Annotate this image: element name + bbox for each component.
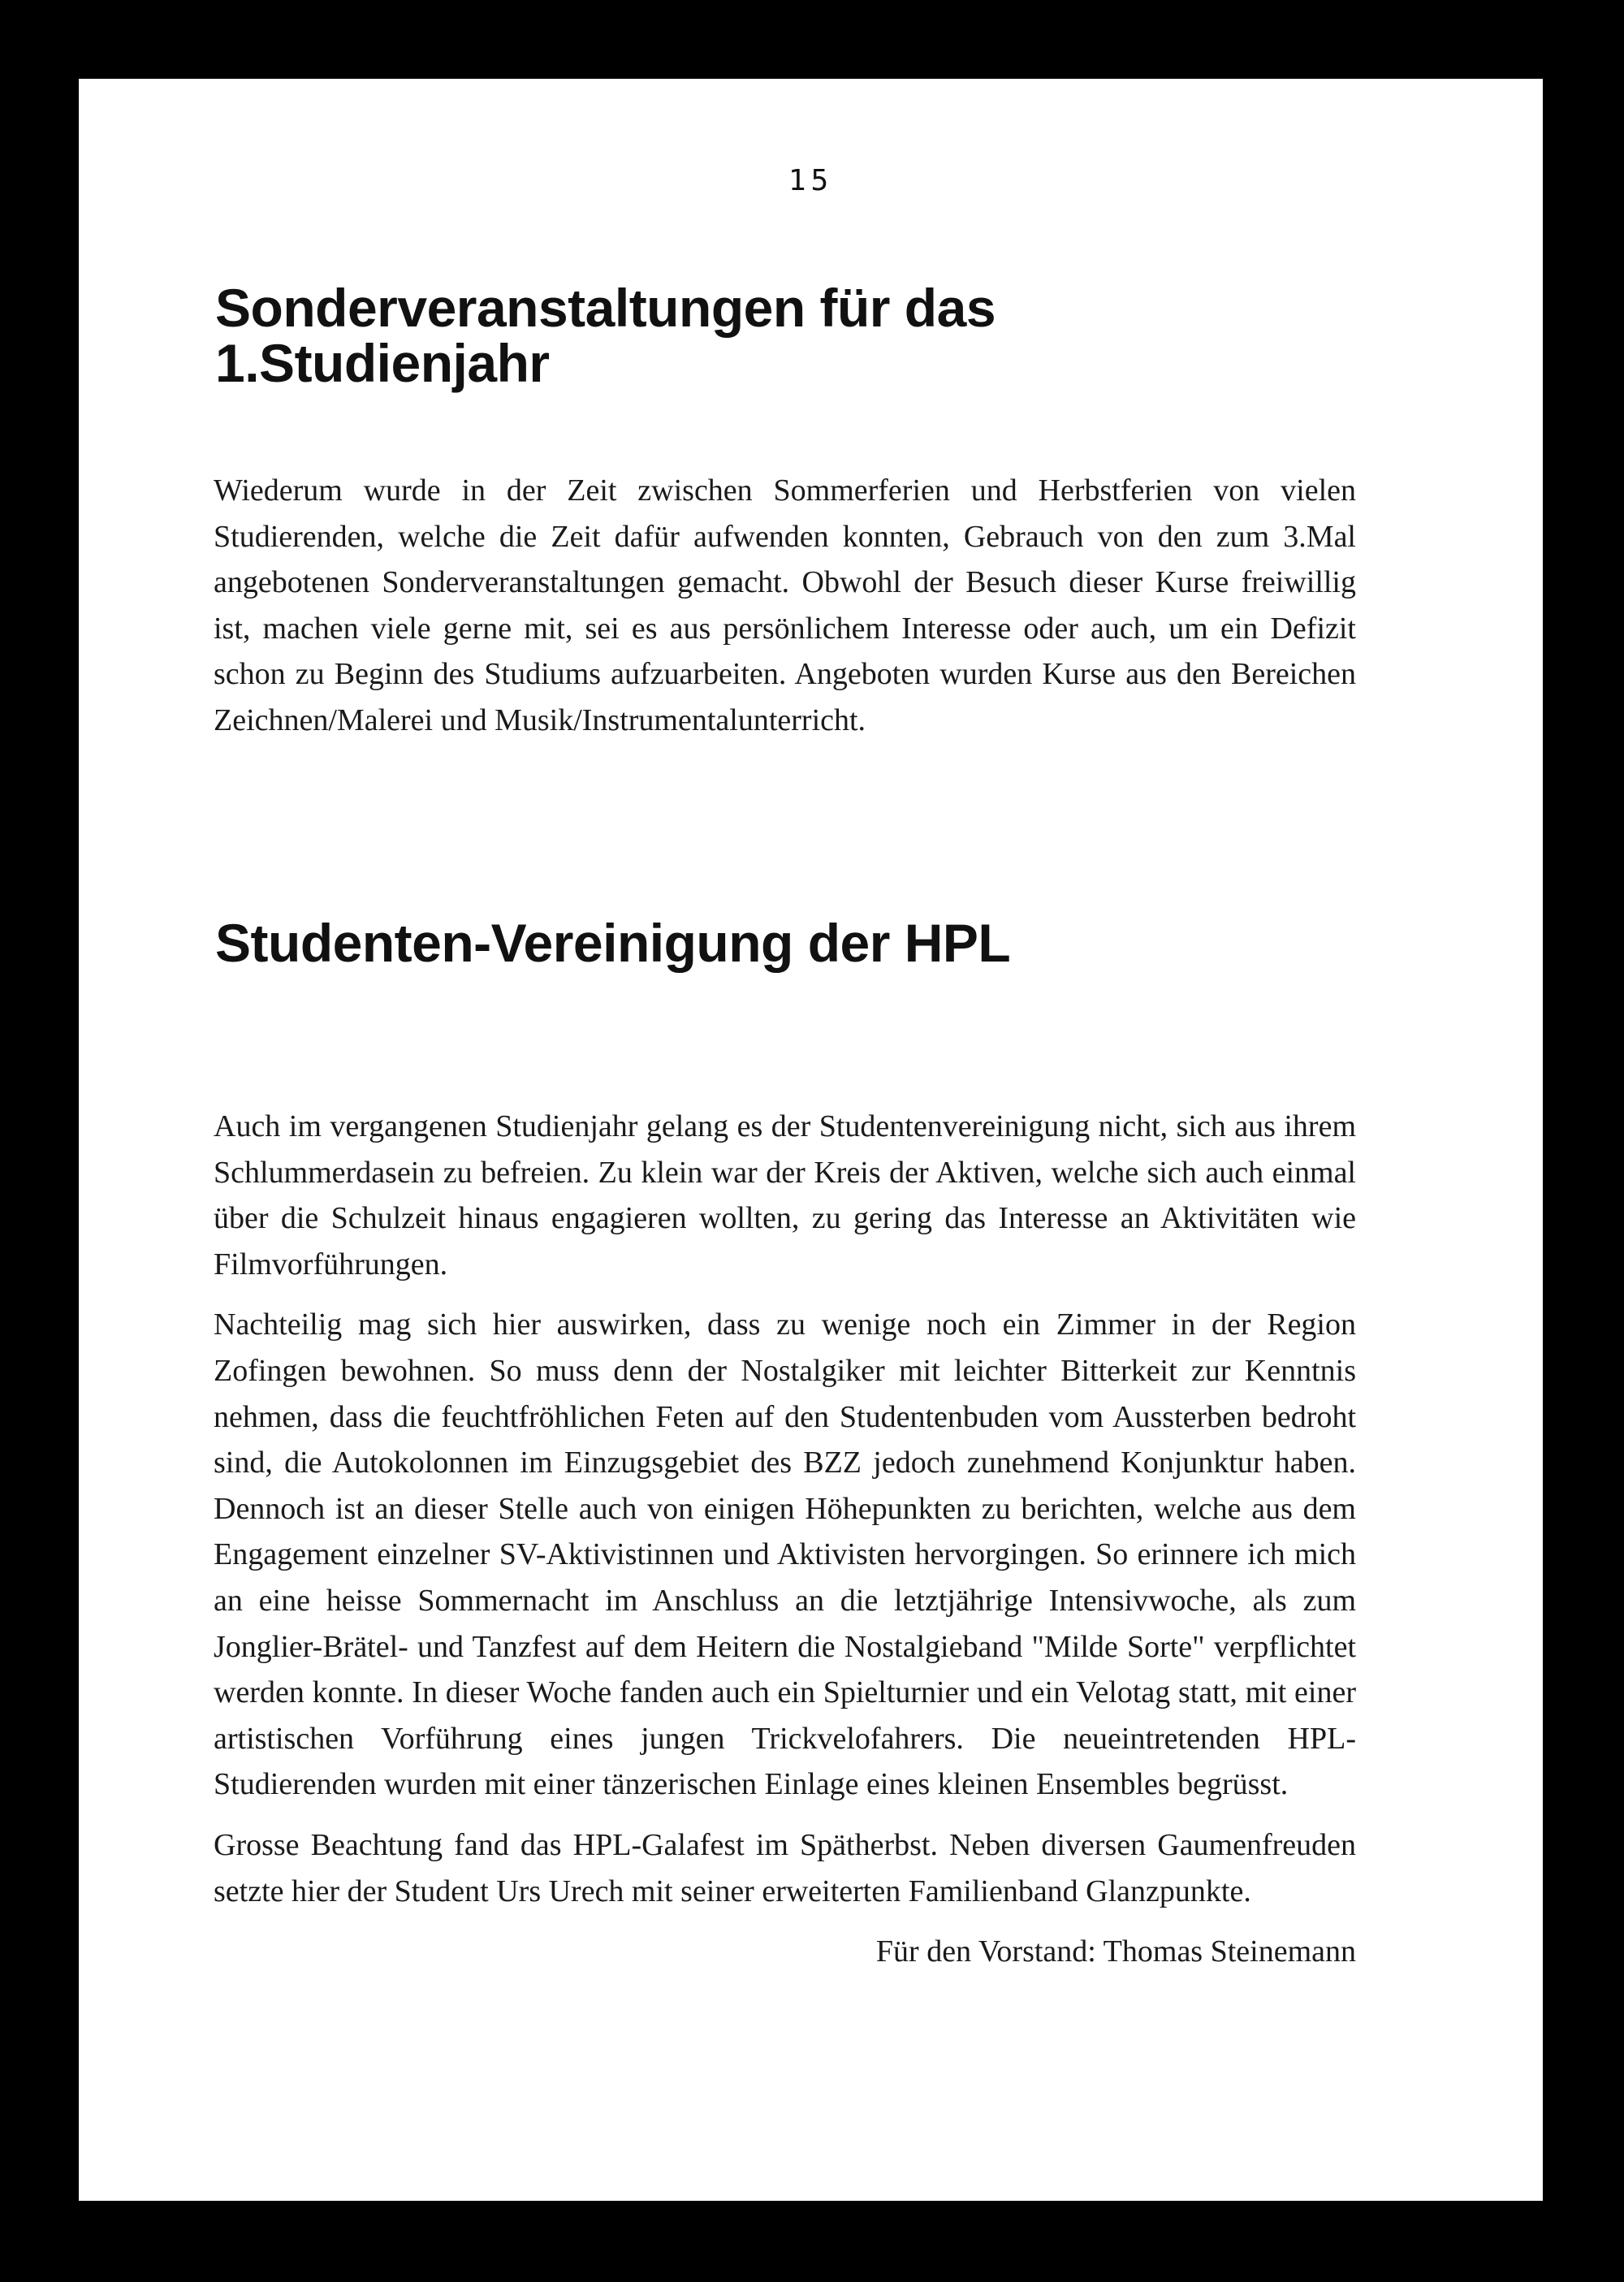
section-body-sonderveranstaltungen — [214, 468, 1356, 744]
section-title-line-2: 1.Studienjahr — [215, 333, 550, 393]
paragraph: Grosse Beachtung fand das HPL-Galafest im Spätherbst. Neben diversen Gaumenfreuden setzte hier der Student Urs Urech mit seiner erweiterten Familienband Glanzpunkte. — [214, 1827, 1356, 1908]
section-title-studenten-vereinigung: Studenten-Vereinigung der HPL — [215, 913, 1011, 973]
document-page — [79, 79, 1543, 2201]
section-title-line-1: Sonderveranstaltungen für das — [215, 278, 996, 338]
paragraph: Nachteilig mag sich hier auswirken, dass zu wenige noch ein Zimmer in der Region Zofingen bewohnen. So muss denn der Nostalgiker mit leichter Bitterkeit zur Kenntnis nehmen, dass die feuchtfröhlichen Feten auf den Studentenbuden vom Aussterben bedroht sind, die Autokolonnen im Einzugsgebiet des BZZ jedoch zunehmend Konjunktur haben. Dennoch ist an dieser Stelle auch von einigen Höhepunkten zu berichten, welche aus dem Engagement einzelner SV-Aktivistinnen und Aktivisten hervorgingen. So erinnere ich mich an eine heisse Sommernacht im Anschluss an die letztjährige Intensivwoche, als zum Jonglier-Brätel- und Tanzfest auf dem Heitern die Nostalgieband "Milde Sorte" verpflichtet werden konnte. In dieser Woche fanden auch ein Spielturnier und ein Velotag statt, mit einer artistischen Vorführung eines jungen Trickvelofahrers. Die neueintretenden HPL-Studierenden wurden mit einer tänzerischen Einlage eines kleinen Ensembles begrüsst. — [214, 1307, 1356, 1802]
signature: Für den Vorstand: Thomas Steinemann — [875, 1934, 1356, 1969]
section-title-sonderveranstaltungen — [215, 280, 996, 391]
page-number: 15 — [788, 164, 834, 197]
section-body-studenten-vereinigung — [214, 1104, 1356, 1975]
paragraph: Wiederum wurde in der Zeit zwischen Sommerferien und Herbstferien von vielen Studierenden, welche die Zeit dafür aufwenden konnten, Gebrauch von den zum 3.Mal angebotenen Sonderveranstaltungen gemacht. Obwohl der Besuch dieser Kurse freiwillig ist, machen viele gerne mit, sei es aus persönlichem Interesse oder auch, um ein Defizit schon zu Beginn des Studiums aufzuarbeiten. Angeboten wurden Kurse aus den Bereichen Zeichnen/Malerei und Musik/Instrumentalunterricht. — [214, 473, 1356, 737]
paragraph: Auch im vergangenen Studienjahr gelang es der Studentenvereinigung nicht, sich aus ihrem Schlummerdasein zu befreien. Zu klein war der Kreis der Aktiven, welche sich auch einmal über die Schulzeit hinaus engagieren wollten, zu gering das Interesse an Aktivitäten wie Filmvorführungen. — [214, 1109, 1356, 1281]
